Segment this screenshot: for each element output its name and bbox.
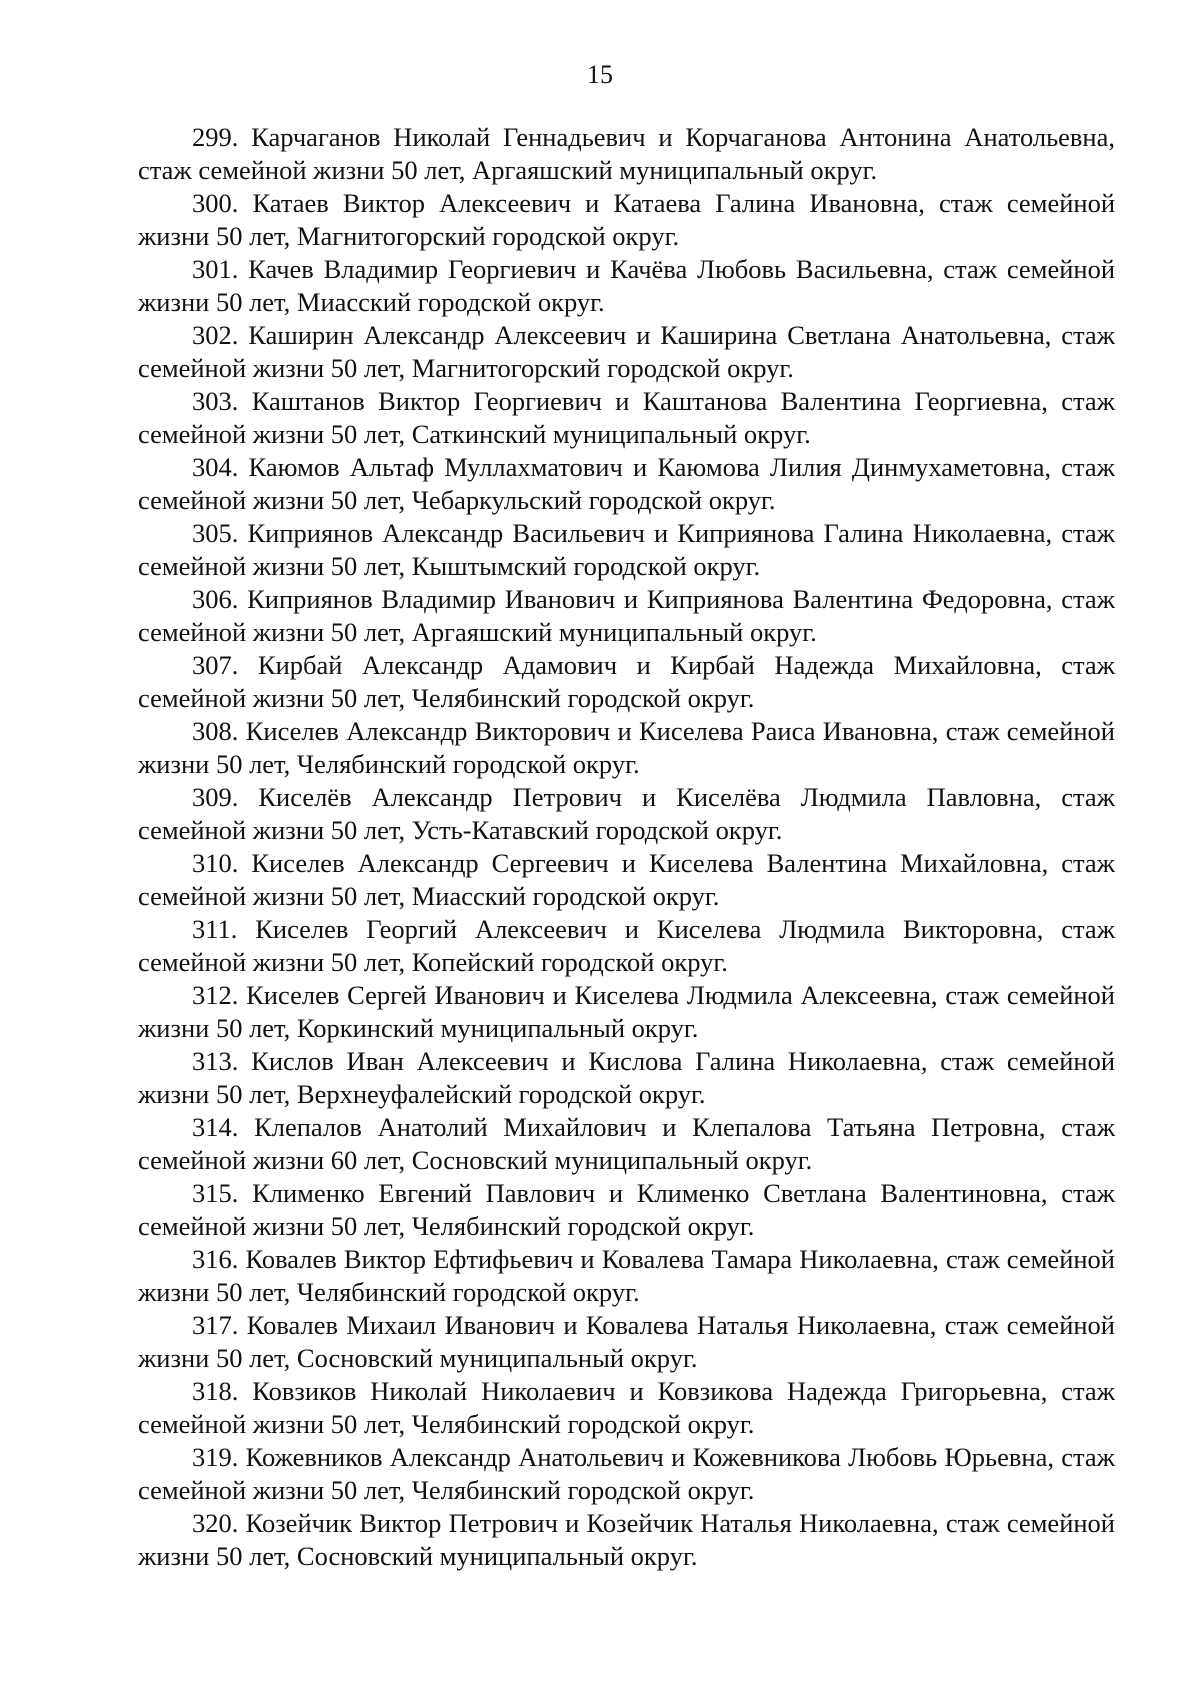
page-number: 15 bbox=[587, 60, 613, 89]
list-item: 312. Киселев Сергей Иванович и Киселева Людмила Алексеевна, стаж семейной жизни 50 лет, Коркинский муниципальный округ. bbox=[138, 980, 1115, 1043]
list-item: 304. Каюмов Альтаф Муллахматович и Каюмова Лилия Динмухаметовна, стаж семейной жизни 50 лет, Чебаркульский городской округ. bbox=[138, 452, 1115, 515]
list-item: 320. Козейчик Виктор Петрович и Козейчик Наталья Николаевна, стаж семейной жизни 50 лет, Сосновский муниципальный округ. bbox=[138, 1508, 1115, 1571]
list-item: 314. Клепалов Анатолий Михайлович и Клепалова Татьяна Петровна, стаж семейной жизни 60 лет, Сосновский муниципальный округ. bbox=[138, 1112, 1115, 1175]
list-item: 306. Киприянов Владимир Иванович и Киприянова Валентина Федоровна, стаж семейной жизни 50 лет, Аргаяшский муниципальный округ. bbox=[138, 584, 1115, 647]
list-item: 307. Кирбай Александр Адамович и Кирбай Надежда Михайловна, стаж семейной жизни 50 лет, Челябинский городской округ. bbox=[138, 650, 1115, 713]
list-item: 315. Клименко Евгений Павлович и Клименко Светлана Валентиновна, стаж семейной жизни 50 лет, Челябинский городской округ. bbox=[138, 1178, 1115, 1241]
list-item: 311. Киселев Георгий Алексеевич и Киселева Людмила Викторовна, стаж семейной жизни 50 лет, Копейский городской округ. bbox=[138, 914, 1115, 977]
list-item: 317. Ковалев Михаил Иванович и Ковалева Наталья Николаевна, стаж семейной жизни 50 лет, Сосновский муниципальный округ. bbox=[138, 1310, 1115, 1373]
list-item: 300. Катаев Виктор Алексеевич и Катаева Галина Ивановна, стаж семейной жизни 50 лет, Магнитогорский городской округ. bbox=[138, 188, 1115, 251]
list-item: 308. Киселев Александр Викторович и Киселева Раиса Ивановна, стаж семейной жизни 50 лет, Челябинский городской округ. bbox=[138, 716, 1115, 779]
list-item: 313. Кислов Иван Алексеевич и Кислова Галина Николаевна, стаж семейной жизни 50 лет, Верхнеуфалейский городской округ. bbox=[138, 1046, 1115, 1109]
entry-list bbox=[138, 121, 1115, 1573]
list-item: 310. Киселев Александр Сергеевич и Киселева Валентина Михайловна, стаж семейной жизни 50 лет, Миасский городской округ. bbox=[138, 848, 1115, 911]
list-item: 316. Ковалев Виктор Ефтифьевич и Ковалева Тамара Николаевна, стаж семейной жизни 50 лет, Челябинский городской округ. bbox=[138, 1244, 1115, 1307]
list-item: 309. Киселёв Александр Петрович и Киселёва Людмила Павловна, стаж семейной жизни 50 лет, Усть-Катавский городской округ. bbox=[138, 782, 1115, 845]
list-item: 302. Каширин Александр Алексеевич и Каширина Светлана Анатольевна, стаж семейной жизни 50 лет, Магнитогорский городской округ. bbox=[138, 320, 1115, 383]
list-item: 305. Киприянов Александр Васильевич и Киприянова Галина Николаевна, стаж семейной жизни 50 лет, Кыштымский городской округ. bbox=[138, 518, 1115, 581]
list-item: 319. Кожевников Александр Анатольевич и Кожевникова Любовь Юрьевна, стаж семейной жизни 50 лет, Челябинский городской округ. bbox=[138, 1442, 1115, 1505]
list-item: 303. Каштанов Виктор Георгиевич и Каштанова Валентина Георгиевна, стаж семейной жизни 50 лет, Саткинский муниципальный округ. bbox=[138, 386, 1115, 449]
list-item: 299. Карчаганов Николай Геннадьевич и Корчаганова Антонина Анатольевна, стаж семейной жизни 50 лет, Аргаяшский муниципальный округ. bbox=[138, 122, 1115, 185]
list-item: 301. Качев Владимир Георгиевич и Качёва Любовь Васильевна, стаж семейной жизни 50 лет, Миасский городской округ. bbox=[138, 254, 1115, 317]
list-item: 318. Ковзиков Николай Николаевич и Ковзикова Надежда Григорьевна, стаж семейной жизни 50 лет, Челябинский городской округ. bbox=[138, 1376, 1115, 1439]
